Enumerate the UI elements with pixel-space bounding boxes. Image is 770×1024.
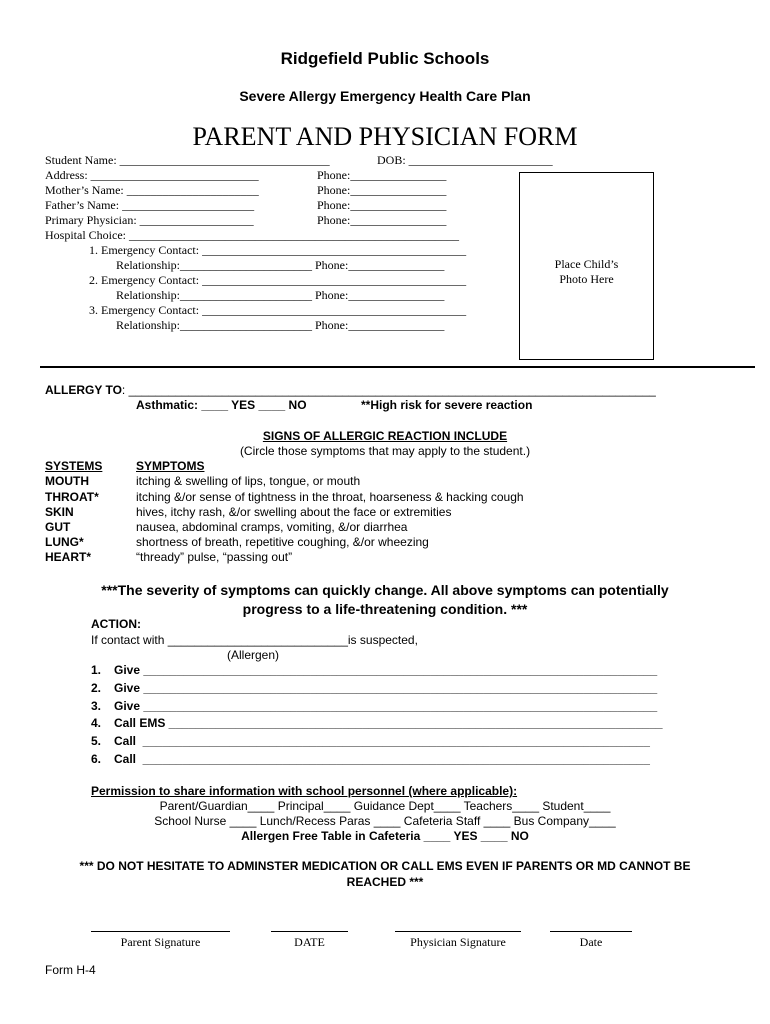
action-step-6-num: 6. xyxy=(91,752,102,766)
form-id: Form H-4 xyxy=(45,963,96,977)
mother-phone-field[interactable]: Phone:________________ xyxy=(317,183,447,197)
address-phone-field[interactable]: Phone:________________ xyxy=(317,168,447,182)
physician-field[interactable]: Primary Physician: ___________________ xyxy=(45,213,254,227)
allergen-free-table-field[interactable]: Allergen Free Table in Cafeteria ____ YES ____ NO xyxy=(241,829,529,843)
system-mouth: MOUTH xyxy=(45,474,89,488)
emergency-contact-1-relationship[interactable]: Relationship:______________________ Phone:________________ xyxy=(116,258,445,272)
allergy-row[interactable] xyxy=(45,383,656,397)
date-line-2[interactable] xyxy=(550,931,632,932)
action-step-4-field[interactable]: Call EMS __________________________________________________________________________ xyxy=(114,716,663,730)
hospital-choice-field[interactable]: Hospital Choice: _______________________________________________________ xyxy=(45,228,459,242)
action-step-1-num: 1. xyxy=(91,663,102,677)
action-label: ACTION: xyxy=(91,617,141,631)
system-skin: SKIN xyxy=(45,505,74,519)
allergen-caption: (Allergen) xyxy=(227,648,280,662)
physician-signature-line[interactable] xyxy=(395,931,521,932)
allergy-field[interactable]: : _______________________________________________________________________________ xyxy=(121,383,656,397)
emergency-contact-3-field[interactable]: 3. Emergency Contact: ____________________________________________ xyxy=(89,303,467,317)
photo-label-line2: Photo Here xyxy=(559,272,614,286)
symptom-lung[interactable]: shortness of breath, repetitive coughing, &/or wheezing xyxy=(136,535,429,549)
student-name-field[interactable]: Student Name: ___________________________________ xyxy=(45,153,330,167)
date-line-1[interactable] xyxy=(271,931,348,932)
emergency-contact-1-field[interactable]: 1. Emergency Contact: ____________________________________________ xyxy=(89,243,467,257)
photo-label-line1: Place Child’s xyxy=(554,257,619,271)
date-label-2: Date xyxy=(579,935,603,949)
parent-signature-line[interactable] xyxy=(91,931,230,932)
permission-line-1[interactable]: Parent/Guardian____ Principal____ Guidance Dept____ Teachers____ Student____ xyxy=(159,799,611,813)
form-title: PARENT AND PHYSICIAN FORM xyxy=(192,122,578,151)
action-step-2-field[interactable]: Give _____________________________________________________________________________ xyxy=(114,681,658,695)
physician-phone-field[interactable]: Phone:________________ xyxy=(317,213,447,227)
emergency-contact-2-field[interactable]: 2. Emergency Contact: ____________________________________________ xyxy=(89,273,467,287)
emergency-notice-line2: REACHED *** xyxy=(346,875,424,889)
father-phone-field[interactable]: Phone:________________ xyxy=(317,198,447,212)
system-throat: THROAT* xyxy=(45,490,99,504)
address-field[interactable]: Address: ____________________________ xyxy=(45,168,259,182)
date-label-1: DATE xyxy=(294,935,325,949)
action-step-1-field[interactable]: Give _____________________________________________________________________________ xyxy=(114,663,658,677)
action-step-3-field[interactable]: Give _____________________________________________________________________________ xyxy=(114,699,658,713)
signs-subheading: (Circle those symptoms that may apply to the student.) xyxy=(239,444,531,458)
system-heart: HEART* xyxy=(45,550,92,564)
action-step-3-num: 3. xyxy=(91,699,102,713)
section-divider xyxy=(40,366,755,368)
contact-allergen-field[interactable]: If contact with ___________________________is suspected, xyxy=(91,633,418,647)
permission-line-2[interactable]: School Nurse ____ Lunch/Recess Paras ____ Cafeteria Staff ____ Bus Company____ xyxy=(154,814,616,828)
asthmatic-field[interactable]: Asthmatic: ____ YES ____ NO xyxy=(136,398,307,412)
father-name-field[interactable]: Father’s Name: ______________________ xyxy=(45,198,255,212)
symptom-heart[interactable]: “thready” pulse, “passing out” xyxy=(136,550,293,564)
severity-warning-line1: ***The severity of symptoms can quickly change. All above symptoms can potentially xyxy=(101,582,669,598)
symptom-gut[interactable]: nausea, abdominal cramps, vomiting, &/or diarrhea xyxy=(136,520,408,534)
photo-box[interactable] xyxy=(519,172,654,360)
parent-signature-label: Parent Signature xyxy=(120,935,201,949)
symptom-skin[interactable]: hives, itchy rash, &/or swelling about the face or extremities xyxy=(136,505,452,519)
school-name: Ridgefield Public Schools xyxy=(280,49,490,68)
symptoms-header: SYMPTOMS xyxy=(136,459,205,473)
symptom-mouth[interactable]: itching & swelling of lips, tongue, or mouth xyxy=(136,474,361,488)
severity-warning-line2: progress to a life-threatening condition. *** xyxy=(242,601,528,617)
action-step-6-field[interactable]: Call ____________________________________________________________________________ xyxy=(114,752,650,766)
signs-heading: SIGNS OF ALLERGIC REACTION INCLUDE xyxy=(262,429,508,443)
emergency-contact-3-relationship[interactable]: Relationship:______________________ Phone:________________ xyxy=(116,318,445,332)
system-lung: LUNG* xyxy=(45,535,84,549)
plan-title: Severe Allergy Emergency Health Care Plan xyxy=(239,88,531,104)
action-step-2-num: 2. xyxy=(91,681,102,695)
systems-header: SYSTEMS xyxy=(45,459,103,473)
allergy-label: ALLERGY TO xyxy=(45,383,122,397)
high-risk-note: **High risk for severe reaction xyxy=(361,398,533,412)
physician-signature-label: Physician Signature xyxy=(410,935,506,949)
mother-name-field[interactable]: Mother’s Name: ______________________ xyxy=(45,183,259,197)
action-step-4-num: 4. xyxy=(91,716,102,730)
permission-heading: Permission to share information with school personnel (where applicable): xyxy=(91,784,518,798)
action-step-5-num: 5. xyxy=(91,734,102,748)
emergency-contact-2-relationship[interactable]: Relationship:______________________ Phone:________________ xyxy=(116,288,445,302)
dob-field[interactable]: DOB: ________________________ xyxy=(377,153,553,167)
action-step-5-field[interactable]: Call ____________________________________________________________________________ xyxy=(114,734,650,748)
emergency-notice-line1: *** DO NOT HESITATE TO ADMINSTER MEDICATION OR CALL EMS EVEN IF PARENTS OR MD CANNOT BE xyxy=(79,859,691,873)
system-gut: GUT xyxy=(45,520,71,534)
symptom-throat[interactable]: itching &/or sense of tightness in the throat, hoarseness & hacking cough xyxy=(136,490,524,504)
